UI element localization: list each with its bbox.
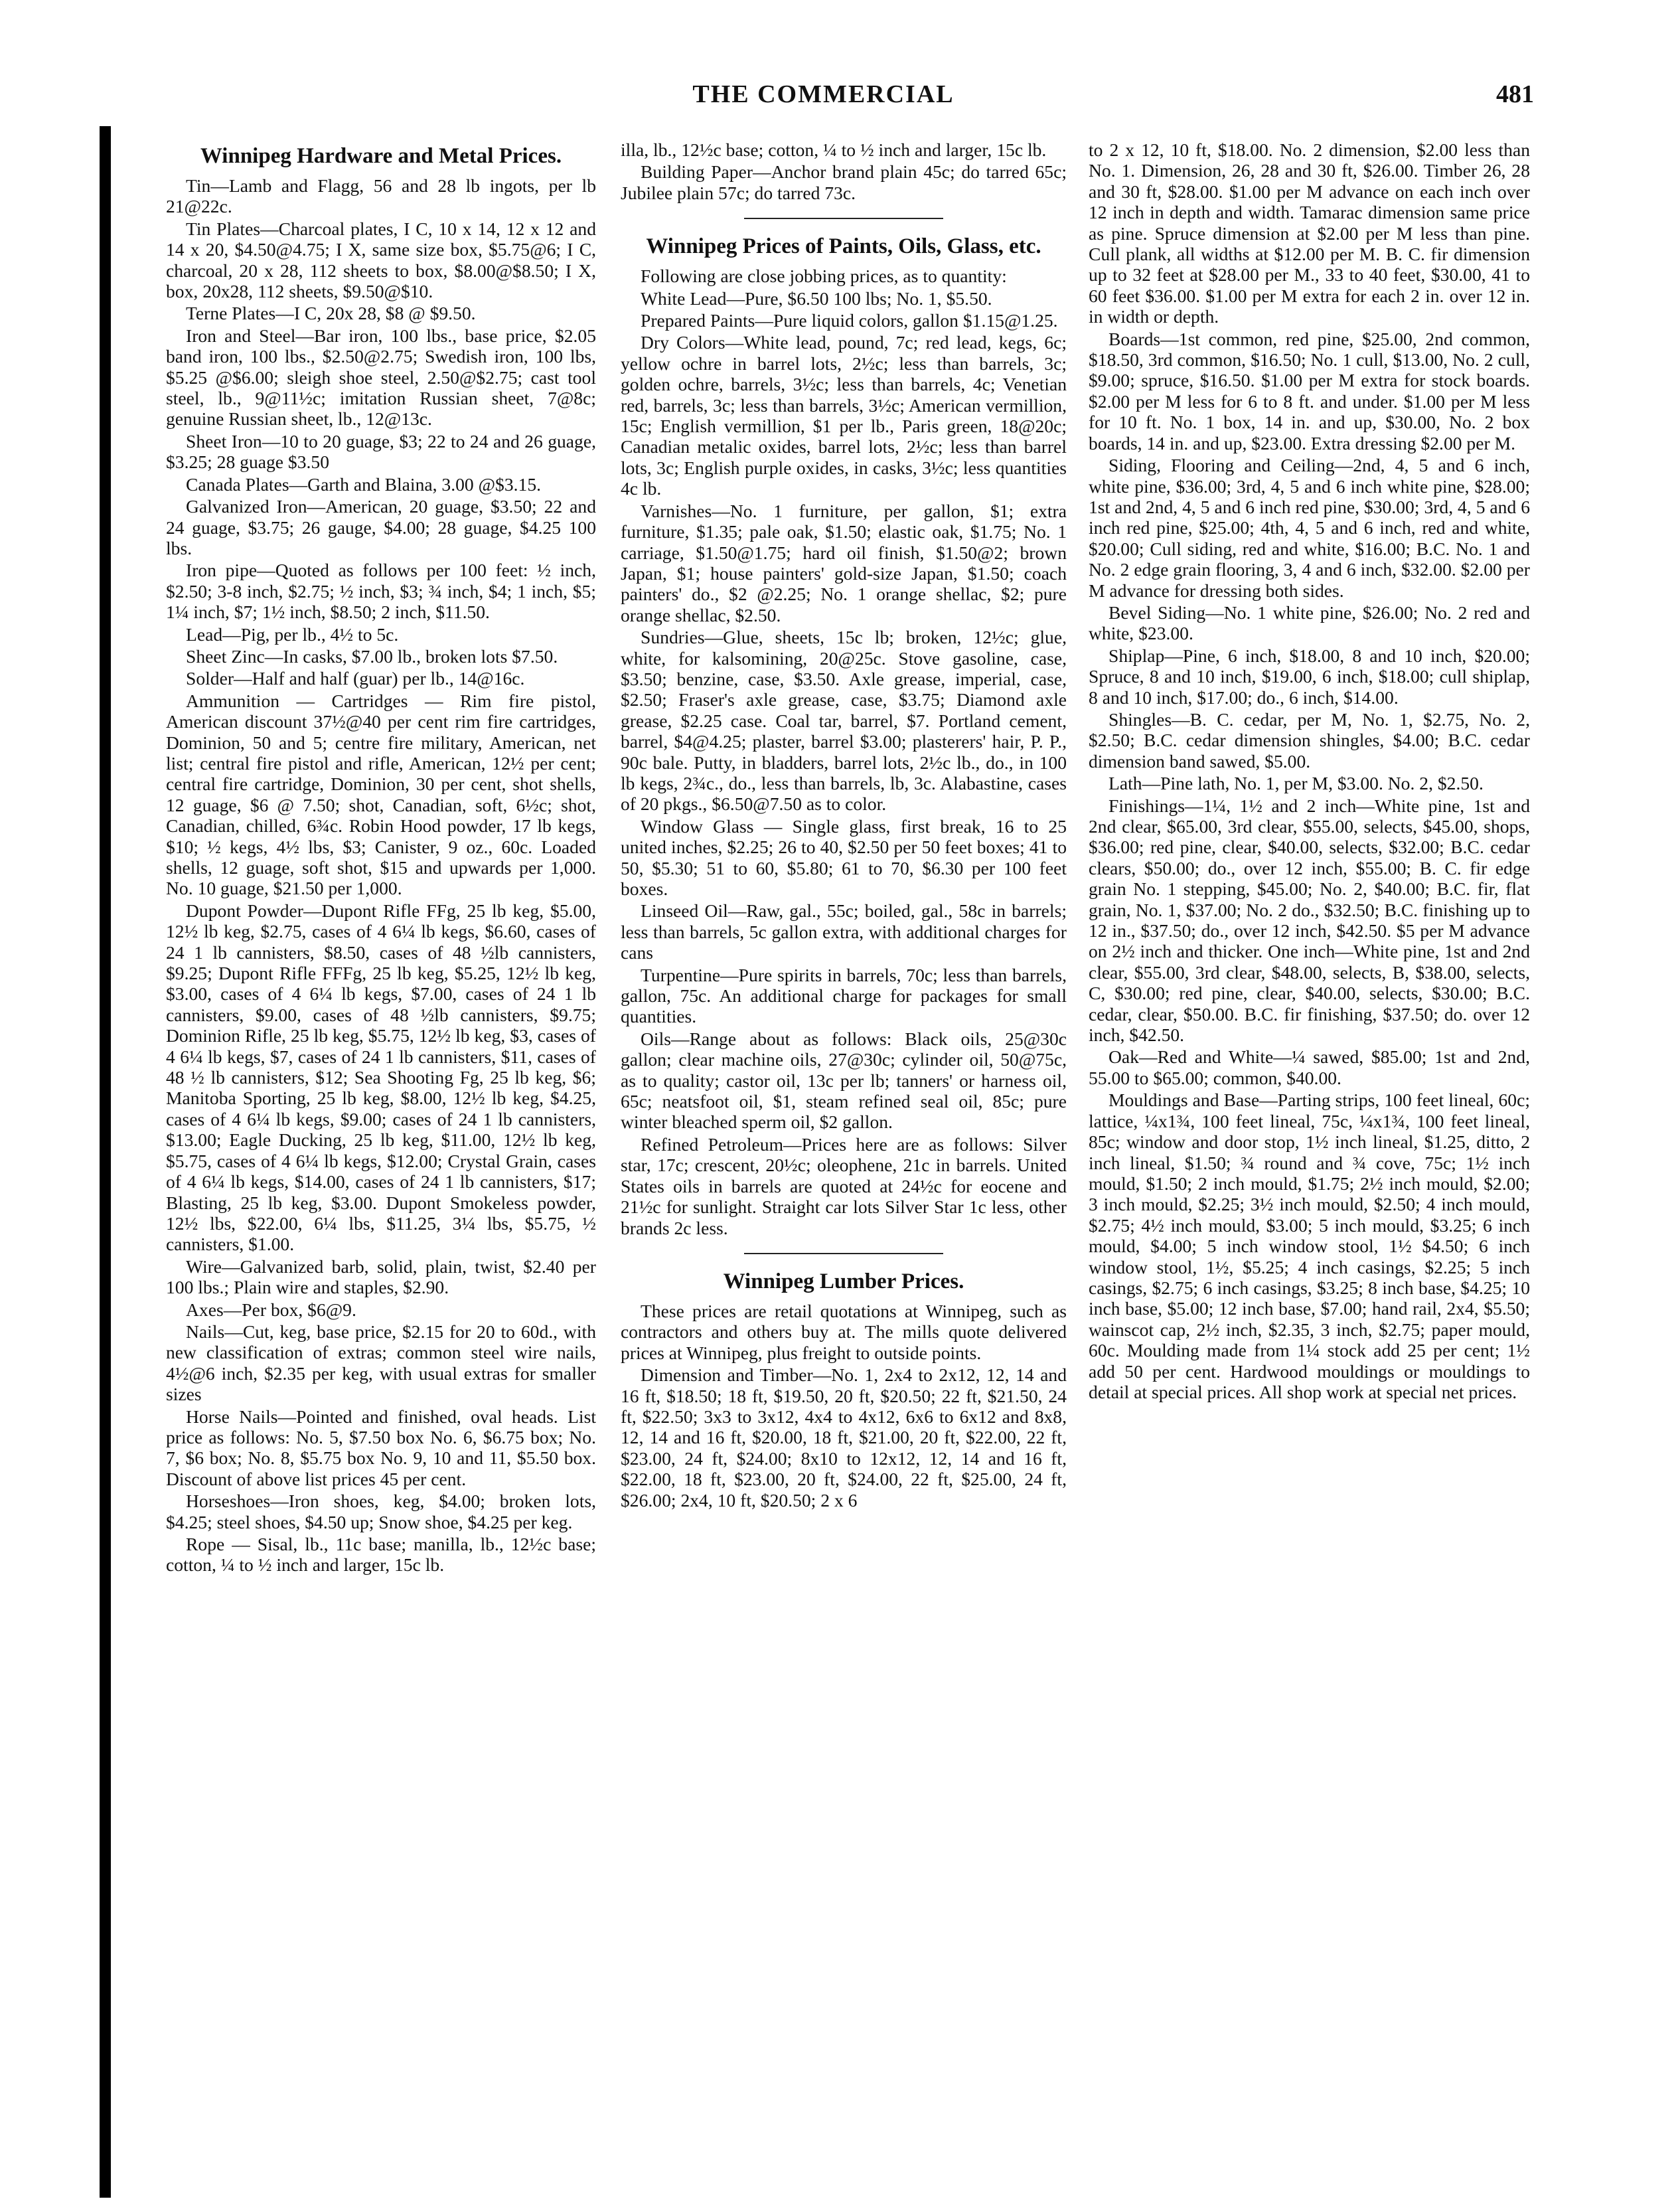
- section-divider: [744, 218, 943, 219]
- paragraph: Window Glass — Single glass, first break, 16 to 25 united inches, $2.25; 26 to 40, $2.50 per 50 feet boxes; 41 to 50, $5.30; 51 to 60, $5.80; 61 to 70, $6.30 per 100 feet boxes.: [621, 815, 1067, 899]
- paragraph: White Lead—Pure, $6.50 100 lbs; No. 1, $5.50.: [641, 287, 992, 309]
- paragraph: Solder—Half and half (guar) per lb., 14@16c.: [186, 668, 525, 689]
- paragraph: Building Paper—Anchor brand plain 45c; do tarred 65c; Jubilee plain 57c; do tarred 73c.: [621, 161, 1067, 203]
- paragraph: Axes—Per box, $6@9.: [186, 1299, 356, 1320]
- right-column: [1089, 139, 1530, 2184]
- paragraph: Lead—Pig, per lb., 4½ to 5c.: [186, 623, 399, 645]
- paragraph: Varnishes—No. 1 furniture, per gallon, $1; extra furniture, $1.35; pale oak, $1.50; elastic oak, $1.75; No. 1 carriage, $1.50@1.75; hard oil finish, $1.50@2; brown Japan, $1; house painters' gold-size Japan, $1.50; coach painters' do., $2 @2.25; No. 1 orange shellac, $2; pure orange shellac, $2.50.: [621, 500, 1067, 625]
- paragraph: Shingles—B. C. cedar, per M, No. 1, $2.75, No. 2, $2.50; B.C. cedar dimension shingles, $4.00; B.C. cedar dimension band sawed, $5.00.: [1089, 708, 1530, 772]
- paragraph: Sheet Zinc—In casks, $7.00 lb., broken lots $7.50.: [186, 645, 558, 667]
- paragraph: Nails—Cut, keg, base price, $2.15 for 20 to 60d., with new classification of extras; common steel wire nails, 4½@6 inch, $2.35 per keg, with usual extras for smaller sizes: [166, 1321, 596, 1405]
- paragraph: These prices are retail quotations at Winnipeg, such as contractors and others buy at. The mills quote delivered prices at Winnipeg, plus freight to outside points.: [621, 1300, 1067, 1363]
- binding-edge: [100, 126, 111, 2198]
- section-divider: [744, 1253, 943, 1254]
- hardware-paragraphs: [166, 175, 596, 1576]
- paragraph: Iron pipe—Quoted as follows per 100 feet: ½ inch, $2.50; 3-8 inch, $2.75; ½ inch, $3; ¾ inch, $4; 1 inch, $5; 1¼ inch, $7; 1½ inch, $8.50; 2 inch, $11.50.: [166, 560, 596, 623]
- paragraph: Terne Plates—I C, 20x 28, $8 @ $9.50.: [186, 303, 476, 324]
- paragraph: Turpentine—Pure spirits in barrels, 70c; less than barrels, gallon, 75c. An additional charge for packages for small quantities.: [621, 964, 1067, 1027]
- paragraph: Horse Nails—Pointed and finished, oval heads. List price as follows: No. 5, $7.50 box No. 6, $6.75 box; No. 7, $6 box; No. 8, $5.75 box No. 9, 10 and 11, $5.50 box. Discount of above list prices 45 per cent.: [166, 1406, 596, 1489]
- paragraph: Wire—Galvanized barb, solid, plain, twist, $2.40 per 100 lbs.; Plain wire and staples, $2.90.: [166, 1256, 596, 1298]
- paragraph: Mouldings and Base—Parting strips, 100 feet lineal, 60c; lattice, ¼x1¾, 100 feet lineal, 75c, ¼x1¾, 100 feet lineal, 85c; window and door stop, 1½ inch lineal, $1.25, ditto, 2 inch lineal, $1.50; ¾ round and ¾ cove, 75c; 1½ inch mould, $1.50; 2 inch mould, $1.75; 2½ inch mould, $2.00; 3 inch mould, $2.25; 3½ inch mould, $2.50; 4 inch mould, $2.75; 4½ inch mould, $3.00; 5 inch mould, $3.25; 6 inch mould, $4.00; 5 inch window stool, 1½ $4.50; 6 inch window stool, 1½, $5.25; 4 inch casings, $2.25; 5 inch casings, $2.75; 6 inch casings, $3.25; 8 inch base, $4.25; 10 inch base, $5.00; 12 inch base, $7.00; hand rail, 2x4, $5.50; wainscot cap, 2½ inch, $2.35, 3 inch, $2.75; paper mould, 60c. Moulding made from 1¼ stock add 25 per cent; 1½ add 50 per cent. Hardwood mouldings or mouldings to detail at special prices. All shop work at special net prices.: [1089, 1090, 1530, 1402]
- paragraph: Ammunition — Cartridges — Rim fire pistol, American discount 37½@40 per cent rim fire cartridges, Dominion, 50 and 5; centre fire military, American, net list; central fire pistol and rifle, American, 12½ per cent; central fire cartridge, Dominion, 30 per cent, shot shells, 12 guage, $6 @ 7.50; shot, Canadian, soft, 6½c; shot, Canadian, chilled, 6¾c. Robin Hood powder, 17 lb kegs, $10; ½ kegs, 4½ lbs, $3; Canister, 9 oz., 60c. Loaded shells, 12 guage, soft shot, $15 and upwards per 1,000. No. 10 guage, $21.50 per 1,000.: [166, 690, 596, 899]
- page-number: 481: [1496, 80, 1534, 108]
- paragraph: Dupont Powder—Dupont Rifle FFg, 25 lb keg, $5.00, 12½ lb keg, $2.75, cases of 4 6¼ lb kegs, $6.60, cases of 24 1 lb cannisters, $8.50, cases of 48 ½lb cannisters, $9.25; Dupont Rifle FFFg, 25 lb keg, $5.25, 12½ lb keg, $3.00, cases of 4 6¼ lb kegs, $7.00, cases of 24 1 lb cannisters, $9.00, cases of 48 ½lb cannisters, $9.75; Dominion Rifle, 25 lb keg, $5.75, 12½ lb keg, $3, cases of 4 6¼ lb kegs, $7, cases of 24 1 lb cannisters, $11, cases of 48 ½ lb cannisters, $12; Sea Shooting Fg, 25 lb keg, $6; Manitoba Sporting, 25 lb keg, $8.00, 12½ lb keg, $4.25, cases of 4 6¼ lb kegs, $9.00; cases of 24 1 lb cannisters, $13.00; Eagle Ducking, 25 lb keg, $11.00, 12½ lb keg, $5.75, cases of 4 6¼ lb kegs, $12.00; Crystal Grain, cases of 4 6¼ lb kegs, $14.00, cases of 24 1 lb cannisters, $17; Blasting, 25 lb keg, $3.00. Dupont Smokeless powder, 12½ lbs, $22.00, 6¼ lbs, $11.25, 3¼ lbs, $5.75, ½ cannisters, $1.00.: [166, 900, 596, 1255]
- paragraph: Following are close jobbing prices, as to quantity:: [641, 266, 1007, 287]
- paragraph: Boards—1st common, red pine, $25.00, 2nd common, $18.50, 3rd common, $16.50; No. 1 cull, $13.00, No. 2 cull, $9.00; spruce, $16.50. $1.00 per M extra for stock boards. $2.00 per M less for 6 to 8 ft. and under. $1.00 per M less for 10 ft. No. 1 box, 14 in. and up, $30.00, No. 2 box boards, 14 in. and up, $23.00. Extra dressing $2.00 per M.: [1089, 328, 1530, 453]
- middle-column: [621, 139, 1067, 2184]
- paragraph: Prepared Paints—Pure liquid colors, gallon $1.15@1.25.: [641, 310, 1058, 331]
- paragraph: Oils—Range about as follows: Black oils, 25@30c gallon; clear machine oils, 27@30c; cylinder oil, 50@75c, as to quality; castor oil, 13c per lb; tanners' or harness oil, 65c; neatsfoot oil, $1, steam refined seal oil, 85c; pure winter bleached sperm oil, $2 gallon.: [621, 1028, 1067, 1133]
- paragraph: Linseed Oil—Raw, gal., 55c; boiled, gal., 58c in barrels; less than barrels, 5c gallon extra, with additional charges for cans: [621, 900, 1067, 963]
- running-title: THE COMMERCIAL: [692, 80, 955, 108]
- paragraph: Dry Colors—White lead, pound, 7c; red lead, kegs, 6c; yellow ochre in barrel lots, 2½c; less than barrels, 3c; golden ochre, barrels, 3½c; less than barrels, 4c; Venetian red, barrels, 3c; less than barrels, 3½c; American vermillion, 15c; English vermillion, $1 per lb., Paris green, 18@20c; Canadian metalic oxides, barrel lots, 2½c; less than barrel lots, 3c; English purple oxides, in casks, 3½c; less quantities 4c lb.: [621, 332, 1067, 499]
- lumber-heading: Winnipeg Lumber Prices.: [723, 1269, 964, 1293]
- paragraph: Horseshoes—Iron shoes, keg, $4.00; broken lots, $4.25; steel shoes, $4.50 up; Snow shoe, $4.25 per keg.: [166, 1491, 596, 1532]
- paragraph: Tin—Lamb and Flagg, 56 and 28 lb ingots, per lb 21@22c.: [166, 175, 596, 217]
- paragraph: to 2 x 12, 10 ft, $18.00. No. 2 dimension, $2.00 less than No. 1. Dimension, 26, 28 and 30 ft, $26.00. Timber 26, 28 and 30 ft, $28.00. $1.00 per M advance on each inch over 12 inch in depth and width. Tamarac dimension same price as pine. Spruce dimension at $2.00 per M less than pine. Cull plank, all widths at $12.00 per M. B. C. fir dimension up to 32 feet at $28.00 per M., 33 to 40 feet, $30.00, 41 to 60 feet $36.00. $1.00 per M extra for each 2 in. over 12 in. in width or depth.: [1089, 139, 1530, 327]
- paragraph: Galvanized Iron—American, 20 guage, $3.50; 22 and 24 guage, $3.75; 26 gauge, $4.00; 28 guage, $4.25 100 lbs.: [166, 496, 596, 558]
- paragraph: illa, lb., 12½c base; cotton, ¼ to ½ inch and larger, 15c lb.: [621, 139, 1047, 160]
- paragraph: Siding, Flooring and Ceiling—2nd, 4, 5 and 6 inch, white pine, $36.00; 3rd, 4, 5 and 6 inch white pine, $28.00; 1st and 2nd, 4, 5 and 6 inch red pine, $30.00; 3rd, 4, 5 and 6 inch red pine, $25.00; 4th, 4, 5 and 6 inch, red and white, $20.00; Cull siding, red and white, $16.00; B.C. No. 1 and No. 2 edge grain flooring, 3, 4 and 6 inch, $32.00. $2.00 per M advance for dressing both sides.: [1089, 455, 1530, 601]
- page-header: [100, 80, 1547, 133]
- paragraph: Finishings—1¼, 1½ and 2 inch—White pine, 1st and 2nd clear, $65.00, 3rd clear, $55.00, selects, $45.00, shops, $36.00; red pine, clear, $40.00, selects, $32.00; B.C. cedar clears, $50.00; do., over 12 inch, $55.00; B. C. fir edge grain No. 1 stepping, $45.00; No. 2, $40.00; B.C. fir, flat grain, No. 1, $37.00; No. 2 do., $32.50; B.C. finishing up to 12 in., $37.50; do., over 12 inch, $42.50. $5 per M advance on 2½ inch and thicker. One inch—White pine, 1st and 2nd clear, $55.00, 3rd clear, $48.00, selects, B, $38.00, selects, C, $30.00; red pine, clear, $40.00, selects, $30.00; B.C. cedar, clear, $50.00. B.C. fir finishing, $37.50; do. over 12 inch, $42.50.: [1089, 795, 1530, 1046]
- hardware-heading: Winnipeg Hardware and Metal Prices.: [200, 144, 562, 168]
- paints-heading: Winnipeg Prices of Paints, Oils, Glass, etc.: [646, 234, 1041, 259]
- paragraph: Tin Plates—Charcoal plates, I C, 10 x 14, 12 x 12 and 14 x 20, $4.50@4.75; I X, same size box, $5.75@6; I C, charcoal, 20 x 28, 112 sheets to box, $8.00@$8.50; I X, box, 20x28, 112 sheets, $9.50@$10.: [166, 218, 596, 302]
- left-column: [166, 139, 596, 2184]
- paragraph: Iron and Steel—Bar iron, 100 lbs., base price, $2.05 band iron, 100 lbs., $2.50@2.75; Swedish iron, 100 lbs, $5.25 @$6.00; sleigh shoe steel, 2.50@$2.75; cast tool steel, lb., 9@11½c; imitation Russian sheet, 7@8c; genuine Russian sheet, lb., 12@13c.: [166, 325, 596, 430]
- paragraph: Canada Plates—Garth and Blaina, 3.00 @$3.15.: [186, 473, 542, 495]
- paragraph: Sheet Iron—10 to 20 guage, $3; 22 to 24 and 26 guage, $3.25; 28 guage $3.50: [166, 430, 596, 473]
- paragraph: Sundries—Glue, sheets, 15c lb; broken, 12½c; glue, white, for kalsomining, 20@25c. Stove gasoline, case, $3.50; benzine, case, $3.50. Axle grease, imperial, case, $2.50; Fraser's axle grease, case, $3.75; Diamond axle grease, $2.25 case. Coal tar, barrel, $7. Portland cement, barrel, $4@4.25; plaster, barrel $3.00; plasterers' hair, P. P., 90c bale. Putty, in bladders, barrel lots, 2½c lb., do., in 100 lb kegs, 2¾c., do., less than barrels, lb, 3c. Alabastine, cases of 20 pkgs., $6.50@7.50 as to color.: [621, 627, 1067, 815]
- paragraph: Oak—Red and White—¼ sawed, $85.00; 1st and 2nd, 55.00 to $65.00; common, $40.00.: [1089, 1046, 1530, 1088]
- paragraph: Rope — Sisal, lb., 11c base; manilla, lb., 12½c base; cotton, ¼ to ½ inch and larger, 15c lb.: [166, 1534, 596, 1576]
- paragraph: Lath—Pine lath, No. 1, per M, $3.00. No. 2, $2.50.: [1108, 773, 1484, 794]
- paragraph: Shiplap—Pine, 6 inch, $18.00, 8 and 10 inch, $20.00; Spruce, 8 and 10 inch, $19.00, 6 inch, $18.00; cull shiplap, 8 and 10 inch, $17.00; do., 6 inch, $14.00.: [1089, 645, 1530, 708]
- paragraph: Bevel Siding—No. 1 white pine, $26.00; No. 2 red and white, $23.00.: [1089, 602, 1530, 644]
- paragraph: Dimension and Timber—No. 1, 2x4 to 2x12, 12, 14 and 16 ft, $18.50; 18 ft, $19.50, 20 ft, $20.50; 22 ft, $21.50, 24 ft, $22.50; 3x3 to 3x12, 4x4 to 4x12, 6x6 to 6x12 and 8x8, 12, 14 and 16 ft, $20.00, 18 ft, $21.00, 20 ft, $22.00, 22 ft, $23.00, 24 ft, $24.00; 8x10 to 12x12, 12, 14 and 16 ft, $22.00, 18 ft, $23.00, 20 ft, $24.00, 22 ft, $25.00, 24 ft, $26.00; 2x4, 10 ft, $20.50; 2 x 6: [621, 1364, 1067, 1511]
- paragraph: Refined Petroleum—Prices here are as follows: Silver star, 17c; crescent, 20½c; oleophene, 21c in barrels. United States oils in barrels are quoted at 24½c for eocene and 21½c for sunlight. Straight car lots Silver Star 1c less, other brands 2c less.: [621, 1133, 1067, 1238]
